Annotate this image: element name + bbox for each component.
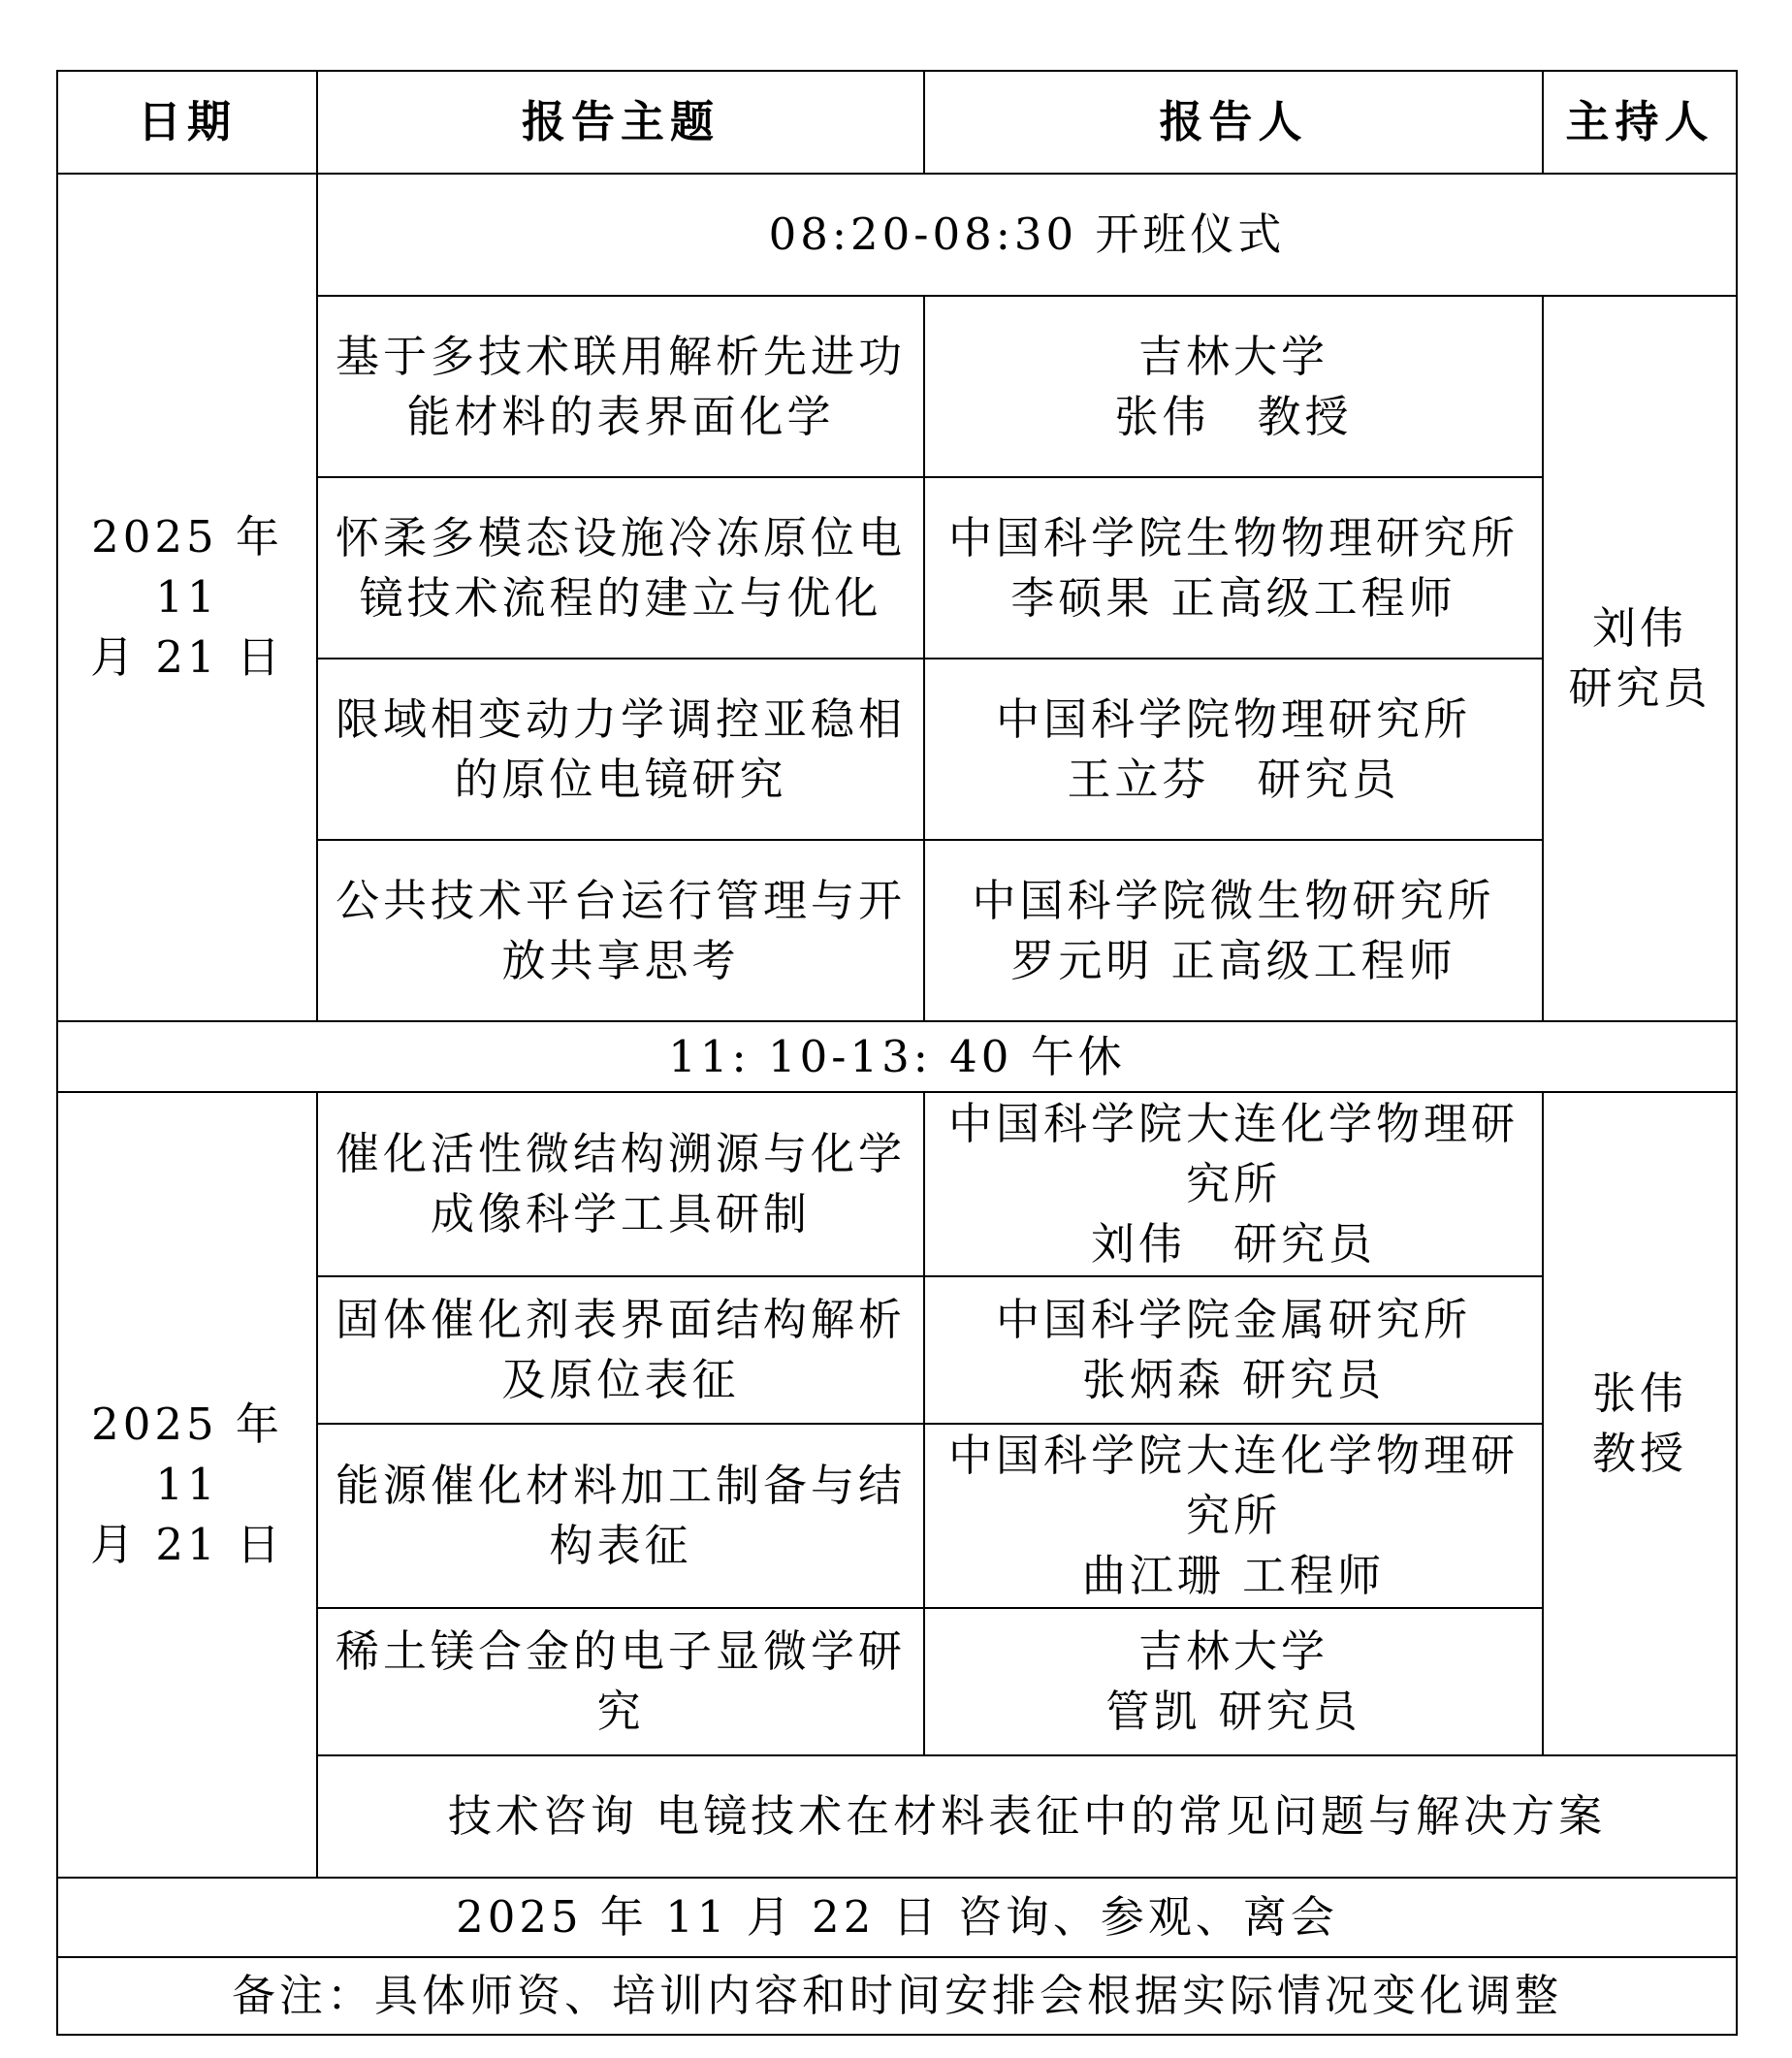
- talk-speaker: [924, 659, 1543, 840]
- lunch-break: 11: 10-13: 40 午休: [57, 1021, 1737, 1092]
- topic-line: 构表征: [549, 1520, 692, 1571]
- lunch-row: [57, 1021, 1737, 1092]
- talk-topic: [317, 1092, 924, 1276]
- speaker-affiliation: 吉林大学: [1137, 330, 1328, 382]
- note-row: [57, 1957, 1737, 2035]
- talk-topic: [317, 477, 924, 659]
- topic-line: 稀土镁合金的电子显微学研: [335, 1625, 906, 1677]
- speaker-affiliation: 中国科学院金属研究所: [995, 1294, 1471, 1345]
- host-name: 张伟: [1591, 1367, 1687, 1419]
- header-topic: 报告主题: [317, 71, 924, 174]
- remark-note: 备注：具体师资、培训内容和时间安排会根据实际情况变化调整: [57, 1957, 1737, 2035]
- talk-topic: [317, 840, 924, 1021]
- speaker-name: 刘伟 研究员: [1090, 1218, 1376, 1270]
- talk-topic: [317, 1276, 924, 1424]
- talk-speaker: [924, 296, 1543, 477]
- speaker-affiliation: 中国科学院大连化学物理研: [947, 1098, 1519, 1149]
- speaker-name: 张伟 教授: [1114, 390, 1353, 442]
- header-speaker: 报告人: [924, 71, 1543, 174]
- topic-line: 固体催化剂表界面结构解析: [335, 1294, 906, 1345]
- session1-date-line2: 月 21 日: [90, 631, 284, 683]
- speaker-affiliation: 究所: [1185, 1490, 1281, 1541]
- speaker-affiliation: 中国科学院生物物理研究所: [947, 511, 1519, 563]
- speaker-name: 李硕果 正高级工程师: [1010, 571, 1456, 624]
- talk-topic: [317, 296, 924, 477]
- topic-line: 能源催化材料加工制备与结: [335, 1460, 906, 1511]
- day2-schedule: 2025 年 11 月 22 日 咨询、参观、离会: [57, 1878, 1737, 1957]
- session1-date: [57, 174, 317, 1021]
- day2-row: [57, 1878, 1737, 1957]
- topic-line: 的原位电镜研究: [454, 753, 787, 805]
- host-title: 教授: [1591, 1428, 1687, 1479]
- talk-speaker: [924, 477, 1543, 659]
- speaker-name: 罗元明 正高级工程师: [1010, 934, 1456, 986]
- topic-line: 限域相变动力学调控亚稳相: [335, 692, 906, 745]
- speaker-name: 王立芬 研究员: [1067, 753, 1400, 805]
- topic-line: 镜技术流程的建立与优化: [359, 571, 882, 624]
- talk-speaker: [924, 1424, 1543, 1608]
- session1-host: [1543, 296, 1737, 1021]
- speaker-name: 曲江珊 工程师: [1081, 1550, 1386, 1601]
- talk-speaker: [924, 1608, 1543, 1755]
- host-title: 研究员: [1568, 662, 1712, 714]
- technical-consultation: 技术咨询 电镜技术在材料表征中的常见问题与解决方案: [317, 1755, 1737, 1878]
- topic-line: 及原位表征: [501, 1354, 740, 1405]
- speaker-affiliation: 究所: [1185, 1158, 1281, 1209]
- talk-topic: [317, 1608, 924, 1755]
- session2-date-line2: 月 21 日: [90, 1519, 284, 1570]
- talk-speaker: [924, 840, 1543, 1021]
- talk-topic: [317, 659, 924, 840]
- topic-line: 怀柔多模态设施冷冻原位电: [335, 511, 906, 563]
- session2-date-line1: 2025 年 11: [91, 1399, 283, 1510]
- topic-line: 成像科学工具研制: [430, 1188, 811, 1239]
- opening-row: [57, 174, 1737, 296]
- talk-speaker: [924, 1276, 1543, 1424]
- session2-host: [1543, 1092, 1737, 1755]
- session2-date: [57, 1092, 317, 1878]
- speaker-affiliation: 中国科学院大连化学物理研: [947, 1430, 1519, 1481]
- speaker-affiliation: 中国科学院微生物研究所: [972, 874, 1495, 926]
- speaker-name: 管凯 研究员: [1105, 1686, 1361, 1737]
- speaker-affiliation: 吉林大学: [1137, 1625, 1328, 1677]
- host-name: 刘伟: [1591, 602, 1687, 654]
- header-row: [57, 71, 1737, 174]
- opening-ceremony: 08:20-08:30 开班仪式: [317, 174, 1737, 296]
- schedule-table: [56, 70, 1738, 2036]
- talk-topic: [317, 1424, 924, 1608]
- topic-line: 能材料的表界面化学: [406, 390, 835, 442]
- table-row: [57, 1092, 1737, 1276]
- speaker-name: 张炳森 研究员: [1081, 1354, 1386, 1405]
- topic-line: 基于多技术联用解析先进功: [335, 330, 906, 382]
- header-date: 日期: [57, 71, 317, 174]
- speaker-affiliation: 中国科学院物理研究所: [995, 692, 1471, 745]
- topic-line: 放共享思考: [501, 934, 740, 986]
- topic-line: 公共技术平台运行管理与开: [335, 874, 906, 926]
- talk-speaker: [924, 1092, 1543, 1276]
- session1-date-line1: 2025 年 11: [91, 511, 283, 623]
- topic-line: 究: [596, 1686, 645, 1737]
- header-host: 主持人: [1543, 71, 1737, 174]
- topic-line: 催化活性微结构溯源与化学: [335, 1128, 906, 1179]
